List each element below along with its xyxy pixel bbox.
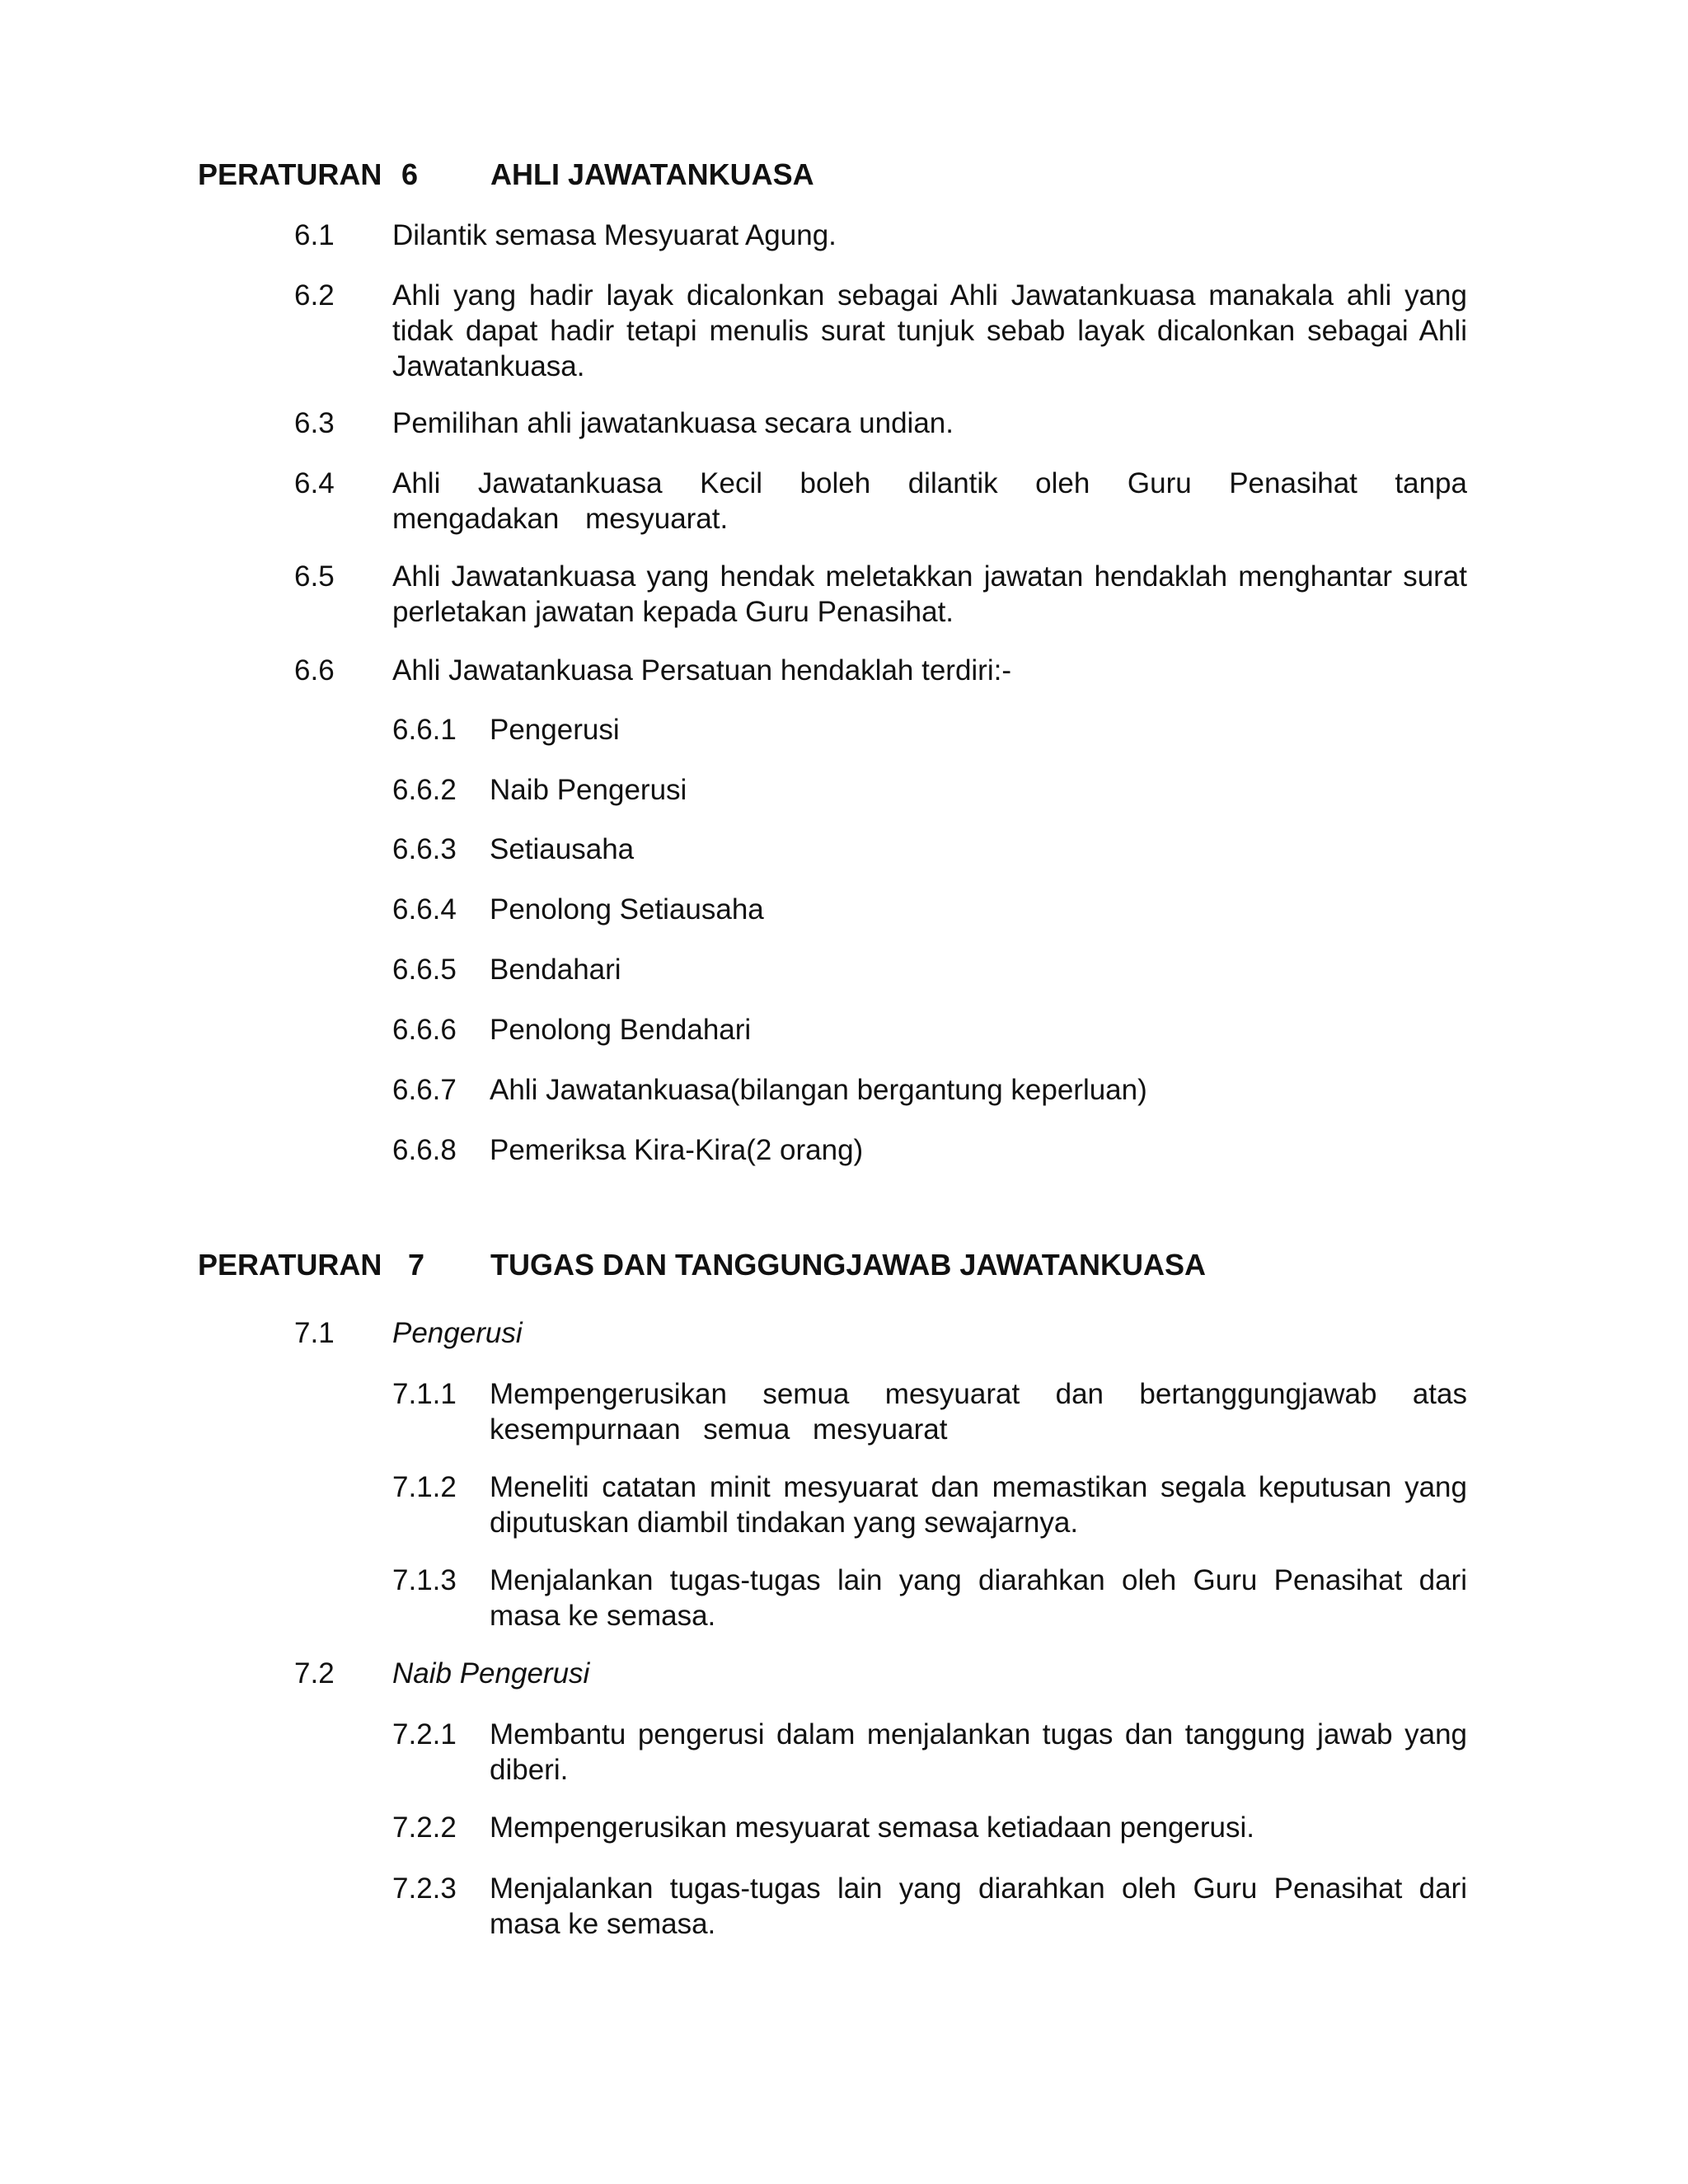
subclause-text: Pemeriksa Kira-Kira(2 orang) bbox=[490, 1134, 864, 1166]
subclause-number: 6.6.7 bbox=[392, 1074, 457, 1106]
subclause-7-2-1 bbox=[392, 1717, 1467, 1788]
subclause-number: 7.1.2 bbox=[392, 1471, 457, 1503]
clause-number: 6.5 bbox=[294, 560, 335, 593]
heading-title: AHLI JAWATANKUASA bbox=[490, 157, 814, 191]
heading-label: PERATURAN bbox=[198, 1248, 382, 1282]
subclause-text: Mempengerusikan mesyuarat semasa ketiadaan pengerusi. bbox=[490, 1811, 1255, 1844]
subclause-number: 6.6.8 bbox=[392, 1134, 457, 1166]
clause-text: Ahli Jawatankuasa Persatuan hendaklah terdiri:- bbox=[392, 654, 1011, 687]
subclause-text: Naib Pengerusi bbox=[490, 774, 687, 806]
section-heading-6 bbox=[198, 157, 1517, 193]
clause-6-3 bbox=[294, 405, 1467, 441]
subclause-text: Mempengerusikan semua mesyuarat dan bertanggungjawab atas kesempurnaan semua mesyuarat bbox=[490, 1378, 1467, 1446]
subclause-text: Meneliti catatan minit mesyuarat dan memastikan segala keputusan yang diputuskan diambil tindakan yang sewajarnya. bbox=[490, 1471, 1467, 1539]
clause-6-2 bbox=[294, 278, 1467, 384]
subclause-text: Membantu pengerusi dalam menjalankan tugas dan tanggung jawab yang diberi. bbox=[490, 1718, 1467, 1786]
subclause-text: Ahli Jawatankuasa(bilangan bergantung keperluan) bbox=[490, 1074, 1147, 1106]
clause-number: 6.6 bbox=[294, 654, 335, 687]
subclause-number: 6.6.1 bbox=[392, 714, 457, 746]
subclause-6-6-8 bbox=[392, 1132, 1467, 1168]
subclause-6-6-5 bbox=[392, 952, 1467, 987]
subclause-6-6-7 bbox=[392, 1072, 1467, 1108]
subclause-number: 6.6.5 bbox=[392, 954, 457, 986]
subclause-text: Penolong Setiausaha bbox=[490, 893, 764, 926]
subclause-number: 6.6.4 bbox=[392, 893, 457, 926]
clause-number: 6.2 bbox=[294, 279, 335, 312]
subclause-number: 6.6.2 bbox=[392, 774, 457, 806]
clause-text: Ahli yang hadir layak dicalonkan sebagai Ahli Jawatankuasa manakala ahli yang tidak dapat hadir tetapi menulis surat tunjuk sebab layak dicalonkan sebagai Ahli Jawatankuasa. bbox=[392, 279, 1467, 382]
clause-number: 6.1 bbox=[294, 219, 335, 251]
subclause-number: 7.2.3 bbox=[392, 1872, 457, 1905]
clause-6-4 bbox=[294, 466, 1467, 537]
heading-title: TUGAS DAN TANGGUNGJAWAB JAWATANKUASA bbox=[490, 1248, 1207, 1282]
subclause-6-6-4 bbox=[392, 892, 1467, 927]
clause-6-1 bbox=[294, 218, 1467, 253]
heading-number: 7 bbox=[408, 1248, 425, 1282]
subclause-number: 7.2.1 bbox=[392, 1718, 457, 1750]
subclause-7-1-2 bbox=[392, 1469, 1467, 1540]
clause-7-1 bbox=[294, 1315, 1467, 1351]
subclause-7-2-3 bbox=[392, 1871, 1467, 1942]
clause-6-5 bbox=[294, 559, 1467, 630]
clause-title: Naib Pengerusi bbox=[392, 1657, 590, 1690]
clause-number: 6.4 bbox=[294, 467, 335, 499]
subclause-text: Penolong Bendahari bbox=[490, 1014, 752, 1046]
subclause-6-6-6 bbox=[392, 1012, 1467, 1047]
subclause-text: Pengerusi bbox=[490, 714, 620, 746]
clause-7-2 bbox=[294, 1656, 1467, 1691]
clause-text: Ahli Jawatankuasa yang hendak meletakkan jawatan hendaklah menghantar surat perletakan jawatan kepada Guru Penasihat. bbox=[392, 560, 1467, 628]
clause-number: 6.3 bbox=[294, 407, 335, 439]
clause-number: 7.2 bbox=[294, 1657, 335, 1690]
subclause-7-2-2 bbox=[392, 1810, 1467, 1845]
clause-text: Ahli Jawatankuasa Kecil boleh dilantik oleh Guru Penasihat tanpa mengadakan mesyuarat. bbox=[392, 467, 1467, 535]
subclause-7-1-3 bbox=[392, 1563, 1467, 1633]
clause-text: Dilantik semasa Mesyuarat Agung. bbox=[392, 219, 837, 251]
subclause-number: 7.2.2 bbox=[392, 1811, 457, 1844]
subclause-7-1-1 bbox=[392, 1376, 1467, 1447]
subclause-text: Bendahari bbox=[490, 954, 621, 986]
section-heading-7 bbox=[198, 1247, 1517, 1283]
subclause-6-6-3 bbox=[392, 832, 1467, 867]
clause-6-6 bbox=[294, 653, 1467, 688]
subclause-number: 6.6.3 bbox=[392, 833, 457, 865]
heading-number: 6 bbox=[401, 157, 419, 191]
heading-label: PERATURAN bbox=[198, 157, 382, 191]
clause-text: Pemilihan ahli jawatankuasa secara undian. bbox=[392, 407, 954, 439]
clause-title: Pengerusi bbox=[392, 1317, 523, 1349]
subclause-number: 7.1.1 bbox=[392, 1378, 457, 1410]
subclause-text: Menjalankan tugas-tugas lain yang diarahkan oleh Guru Penasihat dari masa ke semasa. bbox=[490, 1564, 1467, 1632]
subclause-text: Menjalankan tugas-tugas lain yang diarahkan oleh Guru Penasihat dari masa ke semasa. bbox=[490, 1872, 1467, 1940]
subclause-6-6-1 bbox=[392, 712, 1467, 748]
subclause-text: Setiausaha bbox=[490, 833, 635, 865]
subclause-number: 7.1.3 bbox=[392, 1564, 457, 1596]
clause-number: 7.1 bbox=[294, 1317, 335, 1349]
subclause-number: 6.6.6 bbox=[392, 1014, 457, 1046]
subclause-6-6-2 bbox=[392, 772, 1467, 808]
